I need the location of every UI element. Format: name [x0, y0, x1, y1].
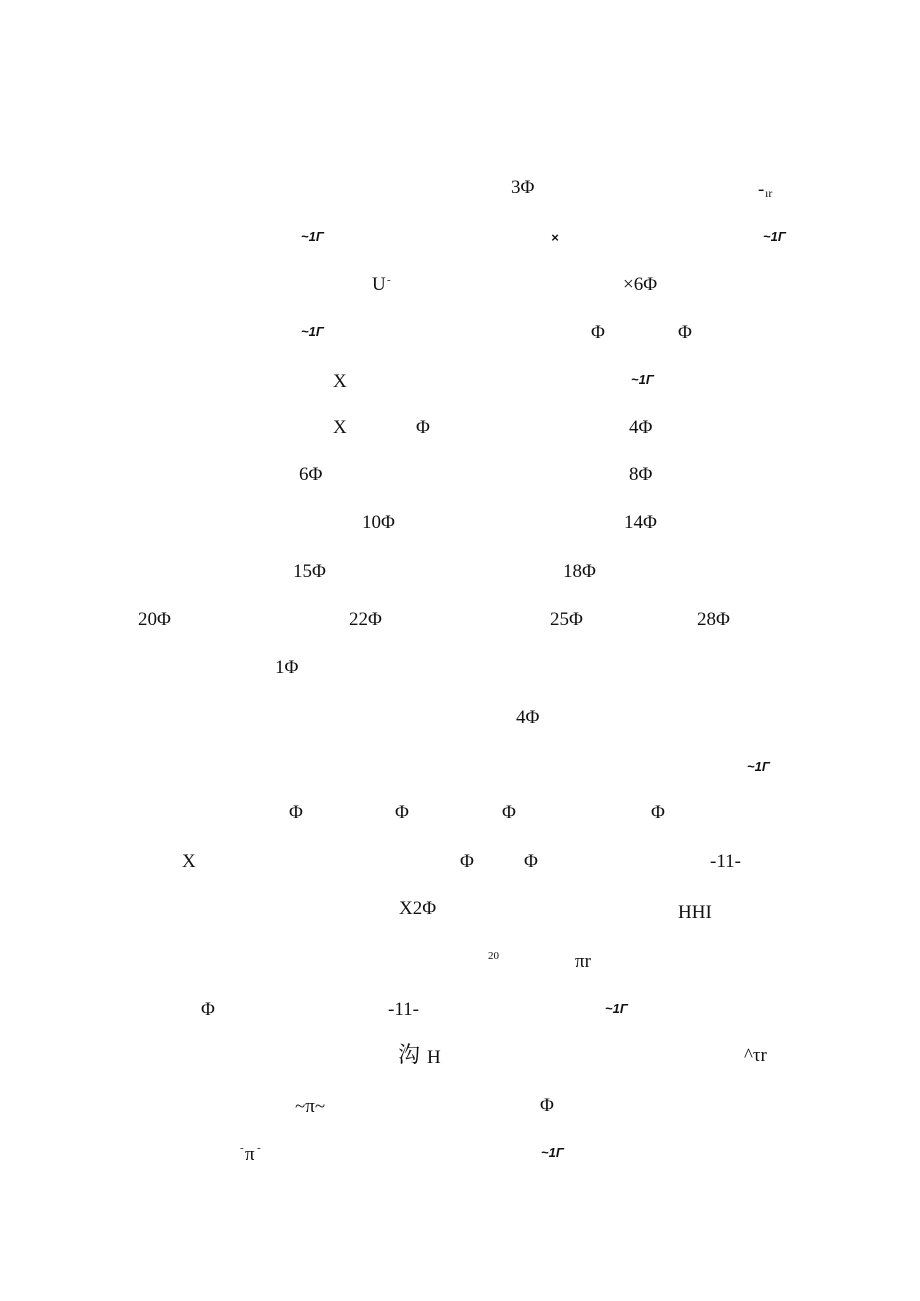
text-fragment: Φ: [416, 417, 430, 438]
text-fragment: 6Φ: [299, 464, 323, 485]
text-fragment: Φ: [524, 851, 538, 872]
text-fragment: Φ: [502, 802, 516, 823]
text-fragment: 14Φ: [624, 512, 657, 533]
text-fragment: X: [182, 851, 196, 872]
text-fragment: X2Φ: [399, 898, 437, 919]
text-fragment: 8Φ: [629, 464, 653, 485]
text-fragment: ~1Γ: [747, 759, 770, 774]
text-fragment: Φ: [591, 322, 605, 343]
text-fragment: -: [758, 179, 765, 200]
text-fragment: ~1Γ: [631, 372, 654, 387]
text-fragment: 22Φ: [349, 609, 382, 630]
text-fragment: 4Φ: [629, 417, 653, 438]
text-fragment: 4Φ: [516, 707, 540, 728]
text-fragment: ~1Γ: [301, 229, 324, 244]
text-fragment: ~1Γ: [605, 1001, 628, 1016]
text-fragment: 10Φ: [362, 512, 395, 533]
text-fragment: Φ: [289, 802, 303, 823]
text-fragment: HHI: [678, 902, 712, 923]
text-fragment: 28Φ: [697, 609, 730, 630]
text-fragment: 沟: [398, 1043, 421, 1068]
text-fragment: ~1Γ: [763, 229, 786, 244]
text-fragment: 20Φ: [138, 609, 171, 630]
text-fragment: Φ: [540, 1095, 554, 1116]
text-fragment: -11-: [388, 999, 419, 1020]
text-fragment: -: [240, 1142, 244, 1154]
text-fragment: -11-: [710, 851, 741, 872]
text-fragment: U: [372, 274, 386, 295]
text-fragment: ×6Φ: [623, 274, 658, 295]
text-fragment: πr: [575, 951, 591, 972]
text-fragment: ×: [551, 230, 559, 245]
text-fragment: Φ: [651, 802, 665, 823]
text-fragment: ~1Γ: [541, 1145, 564, 1160]
text-fragment: ~π~: [295, 1096, 326, 1117]
text-fragment: π: [245, 1144, 255, 1165]
text-fragment: X: [333, 417, 347, 438]
text-fragment: ır: [765, 186, 773, 200]
text-fragment: 20: [488, 950, 499, 962]
text-fragment: 15Φ: [293, 561, 326, 582]
text-fragment: -: [387, 274, 391, 286]
text-fragment: Φ: [678, 322, 692, 343]
text-fragment: Φ: [460, 851, 474, 872]
text-fragment: ^τr: [744, 1045, 767, 1066]
text-fragment: 1Φ: [275, 657, 299, 678]
text-fragment: Φ: [201, 999, 215, 1020]
text-fragment: 25Φ: [550, 609, 583, 630]
text-fragment: -: [257, 1142, 261, 1154]
text-fragment: 3Φ: [511, 177, 535, 198]
text-fragment: 18Φ: [563, 561, 596, 582]
text-fragment: Φ: [395, 802, 409, 823]
text-fragment: X: [333, 371, 347, 392]
text-fragment: H: [427, 1047, 441, 1068]
text-fragment: ~1Γ: [301, 324, 324, 339]
